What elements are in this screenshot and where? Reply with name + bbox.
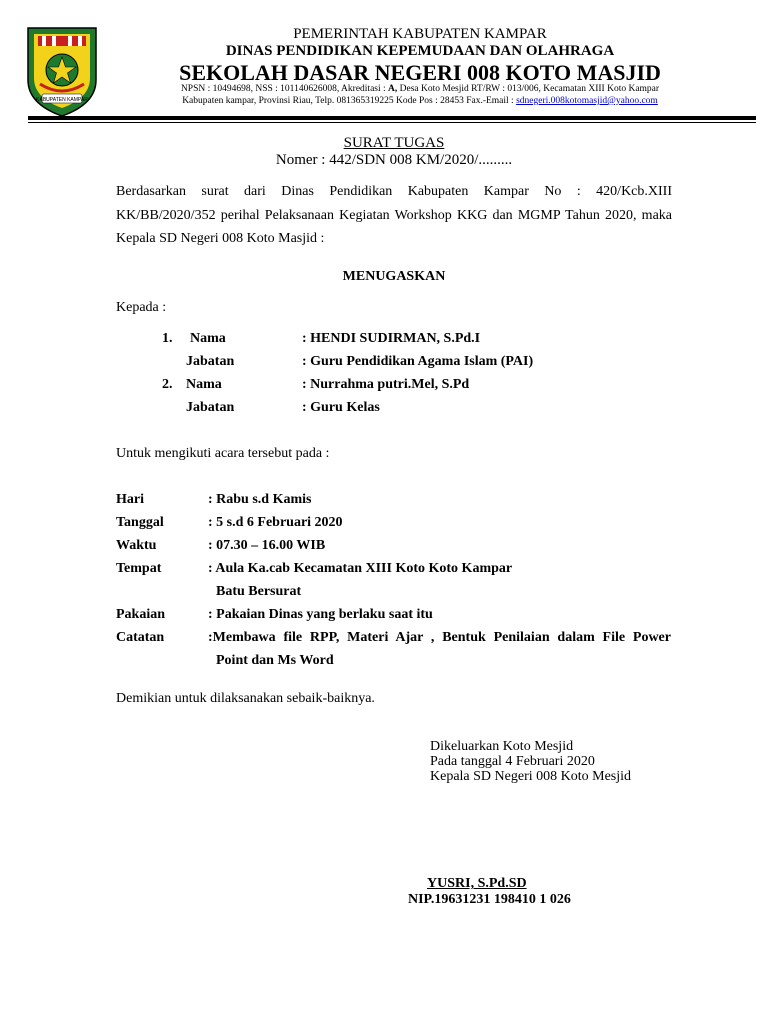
detail-waktu: : 07.30 – 16.00 WIB	[208, 538, 326, 553]
closing-text: Demikian untuk dilaksanakan sebaik-baiknya.	[116, 691, 375, 706]
letterhead-department: DINAS PENDIDIKAN KEPEMUDAAN DAN OLAHRAGA	[225, 43, 615, 59]
detail-pakaian: : Pakaian Dinas yang berlaku saat itu	[208, 607, 433, 622]
letter-title: SURAT TUGAS	[343, 135, 445, 151]
header-divider-thick	[28, 116, 756, 120]
kampar-emblem-icon	[22, 24, 102, 118]
person-1-number: 1.	[162, 331, 173, 346]
svg-text:KABUPATEN KAMPAR: KABUPATEN KAMPAR	[36, 97, 88, 103]
person-2-number: 2.	[162, 377, 173, 392]
to-label: Kepada :	[116, 300, 167, 315]
detail-catatan: :Membawa file RPP, Materi Ajar , Bentuk Penilaian dalam File Power	[208, 630, 671, 645]
detail-hari: : Rabu s.d Kamis	[208, 492, 312, 507]
person-2-role-label: Jabatan	[186, 400, 235, 415]
letterhead-address-line1: NPSN : 10494698, NSS : 101140626008, Akreditasi : A, Desa Koto Mesjid RT/RW : 013/006, Kecamatan XIII Koto Kampar	[180, 84, 660, 94]
letterhead-government: PEMERINTAH KABUPATEN KAMPAR	[293, 26, 547, 42]
detail-tempat-label: Tempat	[116, 561, 162, 576]
detail-tempat: : Aula Ka.cab Kecamatan XIII Koto Koto Kampar	[208, 561, 513, 576]
signer-name: YUSRI, S.Pd.SD	[427, 876, 527, 891]
assign-heading: MENUGASKAN	[342, 269, 446, 284]
letter-number: Nomer : 442/SDN 008 KM/2020/.........	[275, 152, 513, 168]
person-1-role: : Guru Pendidikan Agama Islam (PAI)	[302, 354, 534, 369]
issued-place: Dikeluarkan Koto Mesjid	[430, 739, 574, 754]
detail-tempat-cont: Batu Bersurat	[216, 584, 302, 599]
letterhead-school-name: SEKOLAH DASAR NEGERI 008 KOTO MASJID	[179, 60, 661, 85]
intro-line-2: KK/BB/2020/352 perihal Pelaksanaan Kegiatan Workshop KKG dan MGMP Tahun 2020, maka	[116, 208, 672, 223]
header-divider-thin	[28, 122, 756, 123]
signer-nip: NIP.19631231 198410 1 026	[408, 892, 571, 907]
detail-catatan-label: Catatan	[116, 630, 165, 645]
person-1-name: : HENDI SUDIRMAN, S.Pd.I	[302, 331, 481, 346]
detail-hari-label: Hari	[116, 492, 144, 507]
issued-date: Pada tanggal 4 Februari 2020	[430, 754, 595, 769]
follow-text: Untuk mengikuti acara tersebut pada :	[116, 446, 330, 461]
email-link[interactable]: sdnegeri.008kotomasjid@yahoo.com	[516, 96, 658, 106]
intro-line-1: Berdasarkan surat dari Dinas Pendidikan Kabupaten Kampar No : 420/Kcb.XIII	[116, 184, 672, 199]
regency-logo	[22, 24, 102, 118]
person-2-name-label: Nama	[186, 377, 222, 392]
person-1-role-label: Jabatan	[186, 354, 235, 369]
person-1-name-label: Nama	[190, 331, 226, 346]
person-2-role: : Guru Kelas	[302, 400, 380, 415]
intro-line-3: Kepala SD Negeri 008 Koto Masjid :	[116, 231, 325, 246]
issued-by: Kepala SD Negeri 008 Koto Mesjid	[430, 769, 632, 784]
detail-catatan-cont: Point dan Ms Word	[216, 653, 334, 668]
detail-tanggal-label: Tanggal	[116, 515, 164, 530]
detail-waktu-label: Waktu	[116, 538, 157, 553]
letterhead-address-line2: Kabupaten kampar, Provinsi Riau, Telp. 081365319225 Kode Pos : 28453 Fax.-Email : sdnegeri.008kotomasjid@yahoo.com	[182, 96, 658, 106]
detail-pakaian-label: Pakaian	[116, 607, 166, 622]
person-2-name: : Nurrahma putri.Mel, S.Pd	[302, 377, 470, 392]
detail-tanggal: : 5 s.d 6 Februari 2020	[208, 515, 343, 530]
